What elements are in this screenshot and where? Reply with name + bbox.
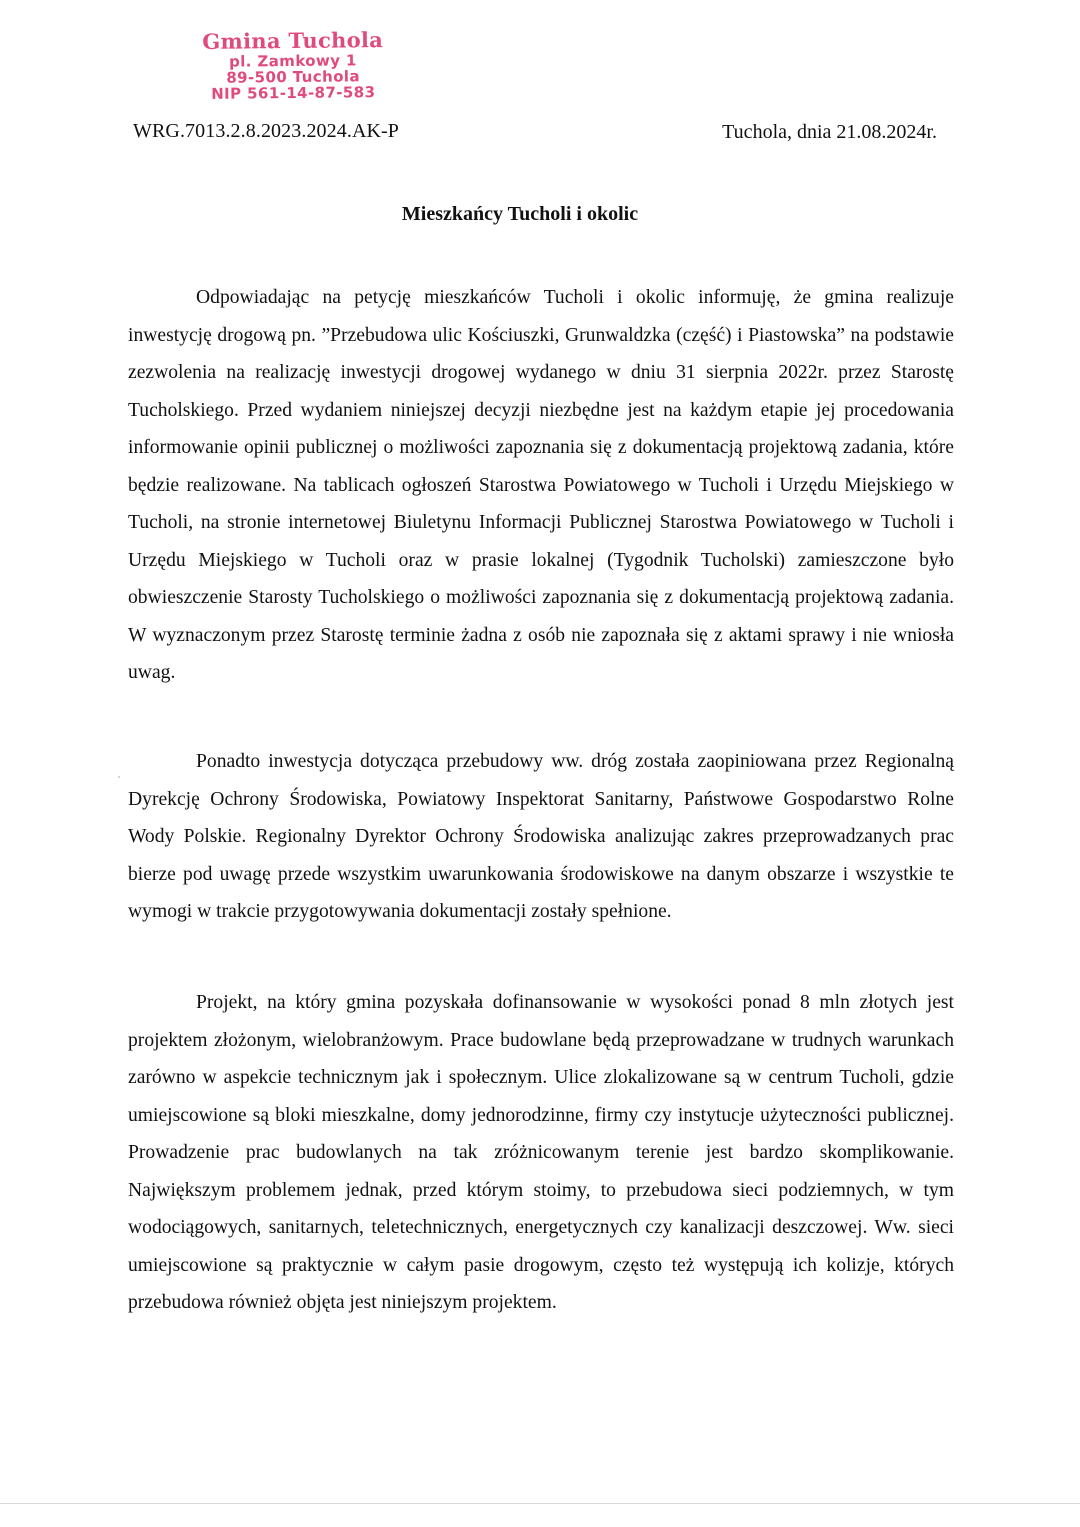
stamp-city: 89-500 Tuchola <box>226 67 361 87</box>
scan-speck <box>118 776 120 778</box>
body-paragraph-2: Ponadto inwestycja dotycząca przebudowy ww. dróg została zaopiniowana przez Regionalną Dyrekcję Ochrony Środowiska, Powiatowy Inspektorat Sanitarny, Państwowe Gospodarstwo Rolne Wody Polskie. Regionalny Dyrektor Ochrony Środowiska analizując zakres przeprowadzanych prac bierze pod uwagę przede wszystkim uwarunkowania środowiskowe na danym obszarze i wszystkie te wymogi w trakcie przygotowywania dokumentacji zostały spełnione. <box>128 751 954 922</box>
stamp-nip: NIP 561-14-87-583 <box>211 83 376 103</box>
stamp-street: pl. Zamkowy 1 <box>228 51 357 71</box>
stamp-title: Gmina Tuchola <box>202 27 384 54</box>
body-paragraph-3: Projekt, na który gmina pozyskała dofinansowanie w wysokości ponad 8 mln złotych jest projektem złożonym, wielobranżowym. Prace budowlane będą przeprowadzane w trudnych warunkach zarówno w aspekcie technicznym jak i społecznym. Ulice zlokalizowane są w centrum Tucholi, gdzie umiejscowione są bloki mieszkalne, domy jednorodzinne, firmy czy instytucje użyteczności publicznej. Prowadzenie prac budowlanych na tak zróżnicowanym terenie jest bardzo skomplikowanie. Największym problemem jednak, przed którym stoimy, to przebudowa sieci podziemnych, w tym wodociągowych, sanitarnych, teletechnicznych, energetycznych czy kanalizacji deszczowej. Ww. sieci umiejscowione są praktycznie w całym pasie drogowym, często też występują ich kolizje, których przebudowa również objęta jest niniejszym projektem. <box>128 992 954 1313</box>
addressee-heading: Mieszkańcy Tucholi i okolic <box>401 203 639 225</box>
scan-edge-line <box>0 1503 1080 1504</box>
body-paragraph-1: Odpowiadając na petycję mieszkańców Tucholi i okolic informuję, że gmina realizuje inwestycję drogową pn. ”Przebudowa ulic Kościuszki, Grunwaldzka (część) i Piastowska” na podstawie zezwolenia na realizację inwestycji drogowej wydanego w dniu 31 sierpnia 2022r. przez Starostę Tucholskiego. Przed wydaniem niniejszej decyzji niezbędne jest na każdym etapie jej procedowania informowanie opinii publicznej o możliwości zapoznania się z dokumentacją projektową zadania, które będzie realizowane. Na tablicach ogłoszeń Starostwa Powiatowego w Tucholi i Urzędu Miejskiego w Tucholi, na stronie internetowej Biuletynu Informacji Publicznej Starostwa Powiatowego w Tucholi i Urzędu Miejskiego w Tucholi oraz w prasie lokalnej (Tygodnik Tucholski) zamieszczone było obwieszczenie Starosty Tucholskiego o możliwości zapoznania się z dokumentacją projektową zadania. W wyznaczonym przez Starostę terminie żadna z osób nie zapoznała się z aktami sprawy i nie wniosła uwag. <box>128 287 954 683</box>
municipality-stamp <box>198 29 389 103</box>
place-and-date: Tuchola, dnia 21.08.2024r. <box>722 121 937 143</box>
case-reference: WRG.7013.2.8.2023.2024.AK-P <box>133 120 400 142</box>
